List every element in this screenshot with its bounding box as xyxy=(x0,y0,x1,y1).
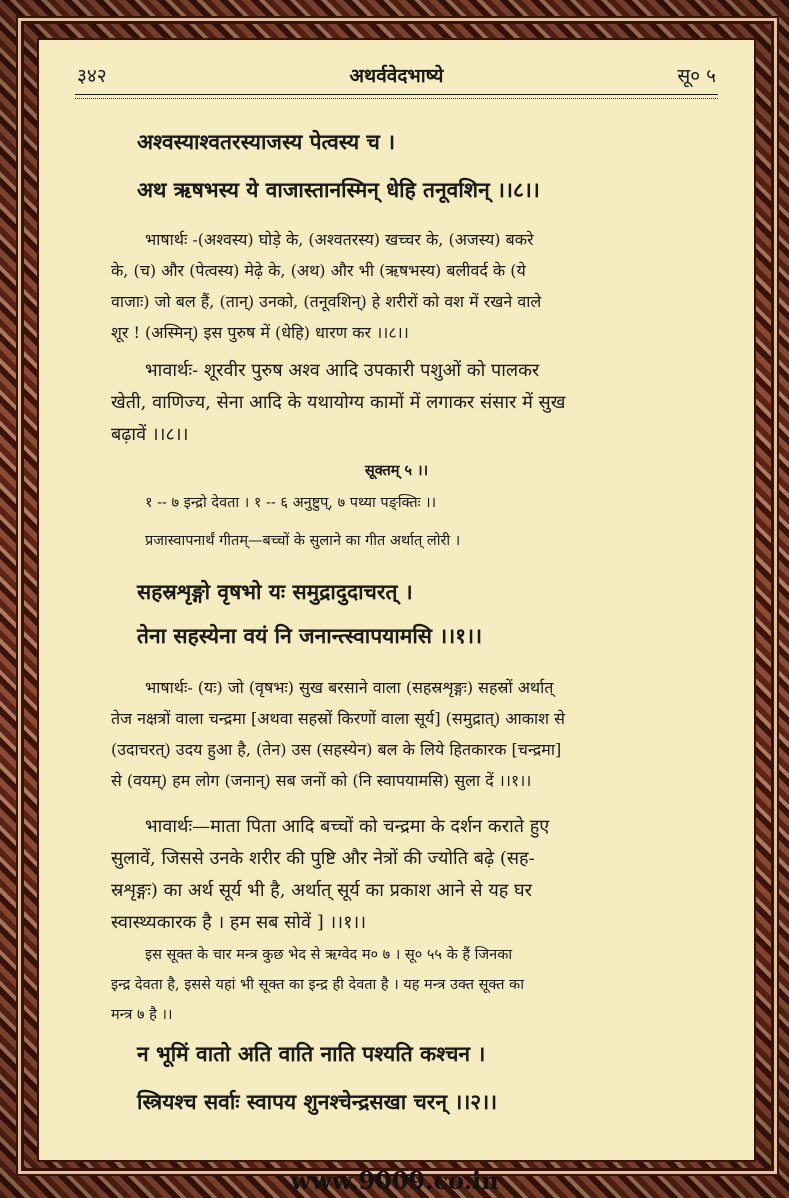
subject-line: प्रजास्वापनार्थं गीतम्—बच्चों के सुलाने का गीत अर्थात् लोरी । xyxy=(145,533,461,549)
bhashartha1-line: (उदाचरत्) उदय हुआ है, (तेन) उस (सहस्येन) बल के लिये हितकारक [चन्द्रमा] xyxy=(111,740,562,759)
note-line: इस सूक्त के चार मन्त्र कुछ भेद से ऋग्वेद म० ७ । सू० ५५ के हैं जिनका xyxy=(145,947,513,963)
bhavartha1-line: सुलावें, जिससे उनके शरीर की पुष्टि और नेत्रों की ज्योति बढ़े (सह- xyxy=(111,848,535,869)
sukta-reference: सू० ५ xyxy=(677,65,716,87)
page-number: ३४२ xyxy=(77,65,107,87)
verse2-line1: न भूमिं वातो अति वाति नाति पश्यति कश्चन । xyxy=(137,1041,486,1066)
bhashartha8-line: के, (च) और (पेत्वस्य) मेढ़े के, (अथ) और भी (ऋषभस्य) बलीवर्द के (ये xyxy=(111,261,526,280)
header-dotted-rule xyxy=(75,98,718,99)
bhavartha8-line: बढ़ावें ।।८।। xyxy=(111,424,189,445)
devata-line: १ -- ७ इन्द्रो देवता । १ -- ६ अनुष्टुप्, ७ पथ्या पङ्क्तिः ।। xyxy=(145,495,437,511)
bhavartha1-line: स्वास्थ्यकारक है । हम सब सोवें ] ।।१।। xyxy=(111,912,367,933)
verse8-line2: अथ ऋषभस्य ये वाजास्तानस्मिन् धेहि तनूवशिन् ।।८।। xyxy=(137,177,540,202)
bhavartha8-line: भावार्थः- शूरवीर पुरुष अश्व आदि उपकारी पशुओं को पालकर xyxy=(145,360,540,381)
header-rule xyxy=(75,94,718,95)
bhavartha1-line: भावार्थः—माता पिता आदि बच्चों को चन्द्रमा के दर्शन कराते हुए xyxy=(145,816,550,837)
verse1-line2: तेना सहस्येना वयं नि जनान्त्स्वापयामसि ।।१।। xyxy=(137,623,483,648)
bhashartha8-line: भाषार्थः -(अश्वस्य) घोड़े के, (अश्वतरस्य) खच्चर के, (अजस्य) बकरे xyxy=(145,230,534,249)
website-watermark: www.9009.co.in xyxy=(290,1166,499,1195)
note-line: इन्द्र देवता है, इससे यहां भी सूक्त का इन्द्र ही देवता है । यह मन्त्र उक्त सूक्त का xyxy=(111,977,524,993)
bhashartha8-line: वाजाः) जो बल हैं, (तान्) उनको, (तनूवशिन्) हे शरीरों को वश में रखने वाले xyxy=(111,292,542,311)
verse8-line1: अश्वस्याश्वतरस्याजस्य पेत्वस्य च । xyxy=(137,129,396,154)
bhashartha1-line: भाषार्थः- (यः) जो (वृषभः) सुख बरसाने वाला (सहस्रशृङ्गः) सहस्रों अर्थात् xyxy=(145,678,554,697)
verse2-line2: स्त्रियश्च सर्वाः स्वापय शुनश्चेन्द्रसखा चरन् ।।२।। xyxy=(137,1089,498,1114)
book-title: अथर्ववेदभाष्ये xyxy=(349,65,444,87)
note-line: मन्त्र ७ है ।। xyxy=(111,1007,173,1023)
book-page xyxy=(37,38,756,1162)
bhashartha8-line: शूर ! (अस्मिन्) इस पुरुष में (धेहि) धारण कर ।।८।। xyxy=(111,323,409,342)
bhavartha8-line: खेती, वाणिज्य, सेना आदि के यथायोग्य कामों में लगाकर संसार में सुख xyxy=(111,392,566,413)
bhashartha1-line: से (वयम्) हम लोग (जनान्) सब जनों को (नि स्वापयामसि) सुला दें ।।१।। xyxy=(111,771,532,790)
bhashartha1-line: तेज नक्षत्रों वाला चन्द्रमा [अथवा सहस्रों किरणों वाला सूर्य] (समुद्रात्) आकाश से xyxy=(111,709,565,728)
bhavartha1-line: स्रशृङ्गः) का अर्थ सूर्य भी है, अर्थात् सूर्य का प्रकाश आने से यह घर xyxy=(111,880,533,901)
verse1-line1: सहस्रशृङ्गो वृषभो यः समुद्रादुदाचरत् । xyxy=(137,579,413,604)
sukta-title: सूक्तम् ५ ।। xyxy=(364,462,429,479)
